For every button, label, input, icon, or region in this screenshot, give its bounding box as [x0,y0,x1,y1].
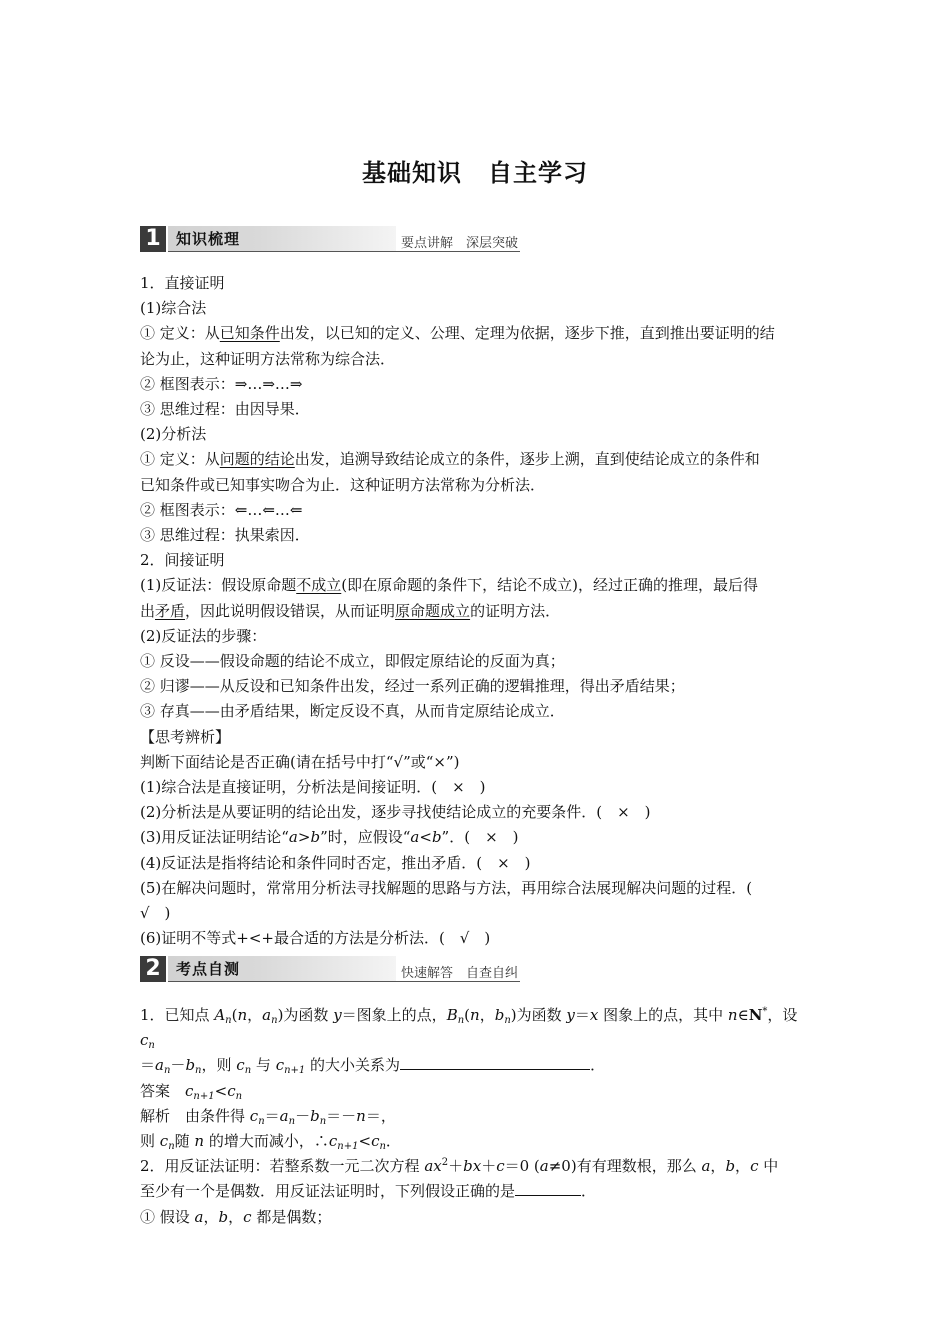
line: (3)用反证法证明结论“a>b”时，应假设“a<b”．( × ) [140,828,519,847]
section-number: 1 [140,226,166,252]
line: ③ 存真——由矛盾结果，断定反设不真，从而肯定原结论成立． [140,702,565,721]
line: √ ) [140,904,171,923]
selftest-block [140,1003,812,1230]
line: ② 框图表示：⇒…⇒…⇒ [140,374,303,393]
line: (1)反证法：假设原命题不成立(即在原命题的条件下，结论不成立)，经过正确的推理，最后得 [140,576,758,595]
section-rule [168,251,520,252]
line: ① 定义：从问题的结论出发，追溯导致结论成立的条件，逐步上溯，直到使结论成立的条件和 [140,450,760,469]
section-name: 考点自测 [168,956,396,982]
line: 出矛盾，因此说明假设错误，从而证明原命题成立的证明方法． [140,601,561,620]
answer-blank [515,1181,581,1196]
question-1-line-2: $=a_n-b_n$，则 $c_n$ 与 $c_{n+1}$ 的大小关系为 ． [140,1056,606,1077]
line: 判断下面结论是否正确(请在括号中打“√”或“×”) [140,752,460,771]
section-subtitle: 要点讲解 深层突破 [400,236,518,251]
line: (6)证明不等式+<+最合适的方法是分析法．( √ ) [140,929,491,948]
title-part2: 自主学习 [488,159,588,187]
line: ③ 思维过程：由因导果． [140,400,310,419]
line: (1)综合法是直接证明，分析法是间接证明．( × ) [140,778,486,797]
section-header-knowledge [140,226,520,252]
knowledge-block [140,271,812,951]
solution-line: 解析 由条件得 $c_n=a_n-b_n=-n=$， [140,1106,396,1127]
question-1-line-1: 1．已知点 $A_n(n$，$a_n$)为函数 y＝图象上的点，$B_n(n$，$b_n$)为函数 y＝x 图象上的点，其中 n∈N*，设 $c_n$ [140,1006,798,1052]
question-2-line-1: 2．用反证法证明：若整系数一元二次方程 $ax^2+bx+c=0$ (a≠0)有有理数根，那么 a，b，c 中 [140,1157,779,1176]
page-title [0,153,950,188]
section-subtitle: 快速解答 自查自纠 [400,966,518,981]
line: ② 框图表示：⇐…⇐…⇐ [140,500,303,519]
line: (1)综合法 [140,299,207,318]
section-number: 2 [140,956,166,982]
answer-line: 答案 $c_{n+1}<c_n$ [140,1081,243,1102]
answer-blank [400,1055,590,1070]
line: (5)在解决问题时，常常用分析法寻找解题的思路与方法，再用综合法展现解决问题的过程．( [140,878,753,897]
line: 已知条件或已知事实吻合为止．这种证明方法常称为分析法． [140,475,546,494]
line: 1．直接证明 [140,274,225,292]
section-header-selftest [140,956,520,982]
section-rule [168,981,520,982]
line: (2)反证法的步骤： [140,626,267,645]
title-part1: 基础知识 [362,159,462,187]
line: ① 定义：从已知条件出发，以已知的定义、公理、定理为依据，逐步下推，直到推出要证明的结 [140,324,775,343]
line: (2)分析法 [140,425,207,444]
think-heading: 【思考辨析】 [140,727,231,746]
option-1: ① 假设 a，b，c 都是偶数； [140,1207,332,1226]
line: ② 归谬——从反设和已知条件出发，经过一系列正确的逻辑推理，得出矛盾结果； [140,677,685,696]
line: (4)反证法是指将结论和条件同时否定，推出矛盾．( × ) [140,853,531,872]
line: ③ 思维过程：执果索因． [140,526,310,545]
solution-line-2: 则 $c_n$随 n 的增大而减小，$\therefore c_{n+1}<c_n$． [140,1132,401,1153]
question-2-line-2: 至少有一个是偶数．用反证法证明时，下列假设正确的是 ． [140,1182,597,1201]
line: (2)分析法是从要证明的结论出发，逐步寻找使结论成立的充要条件．( × ) [140,803,651,822]
line: ① 反设——假设命题的结论不成立，即假定原结论的反面为真； [140,652,565,671]
line: 论为止，这种证明方法常称为综合法． [140,349,396,368]
line: 2．间接证明 [140,551,225,570]
section-name: 知识梳理 [168,226,396,252]
